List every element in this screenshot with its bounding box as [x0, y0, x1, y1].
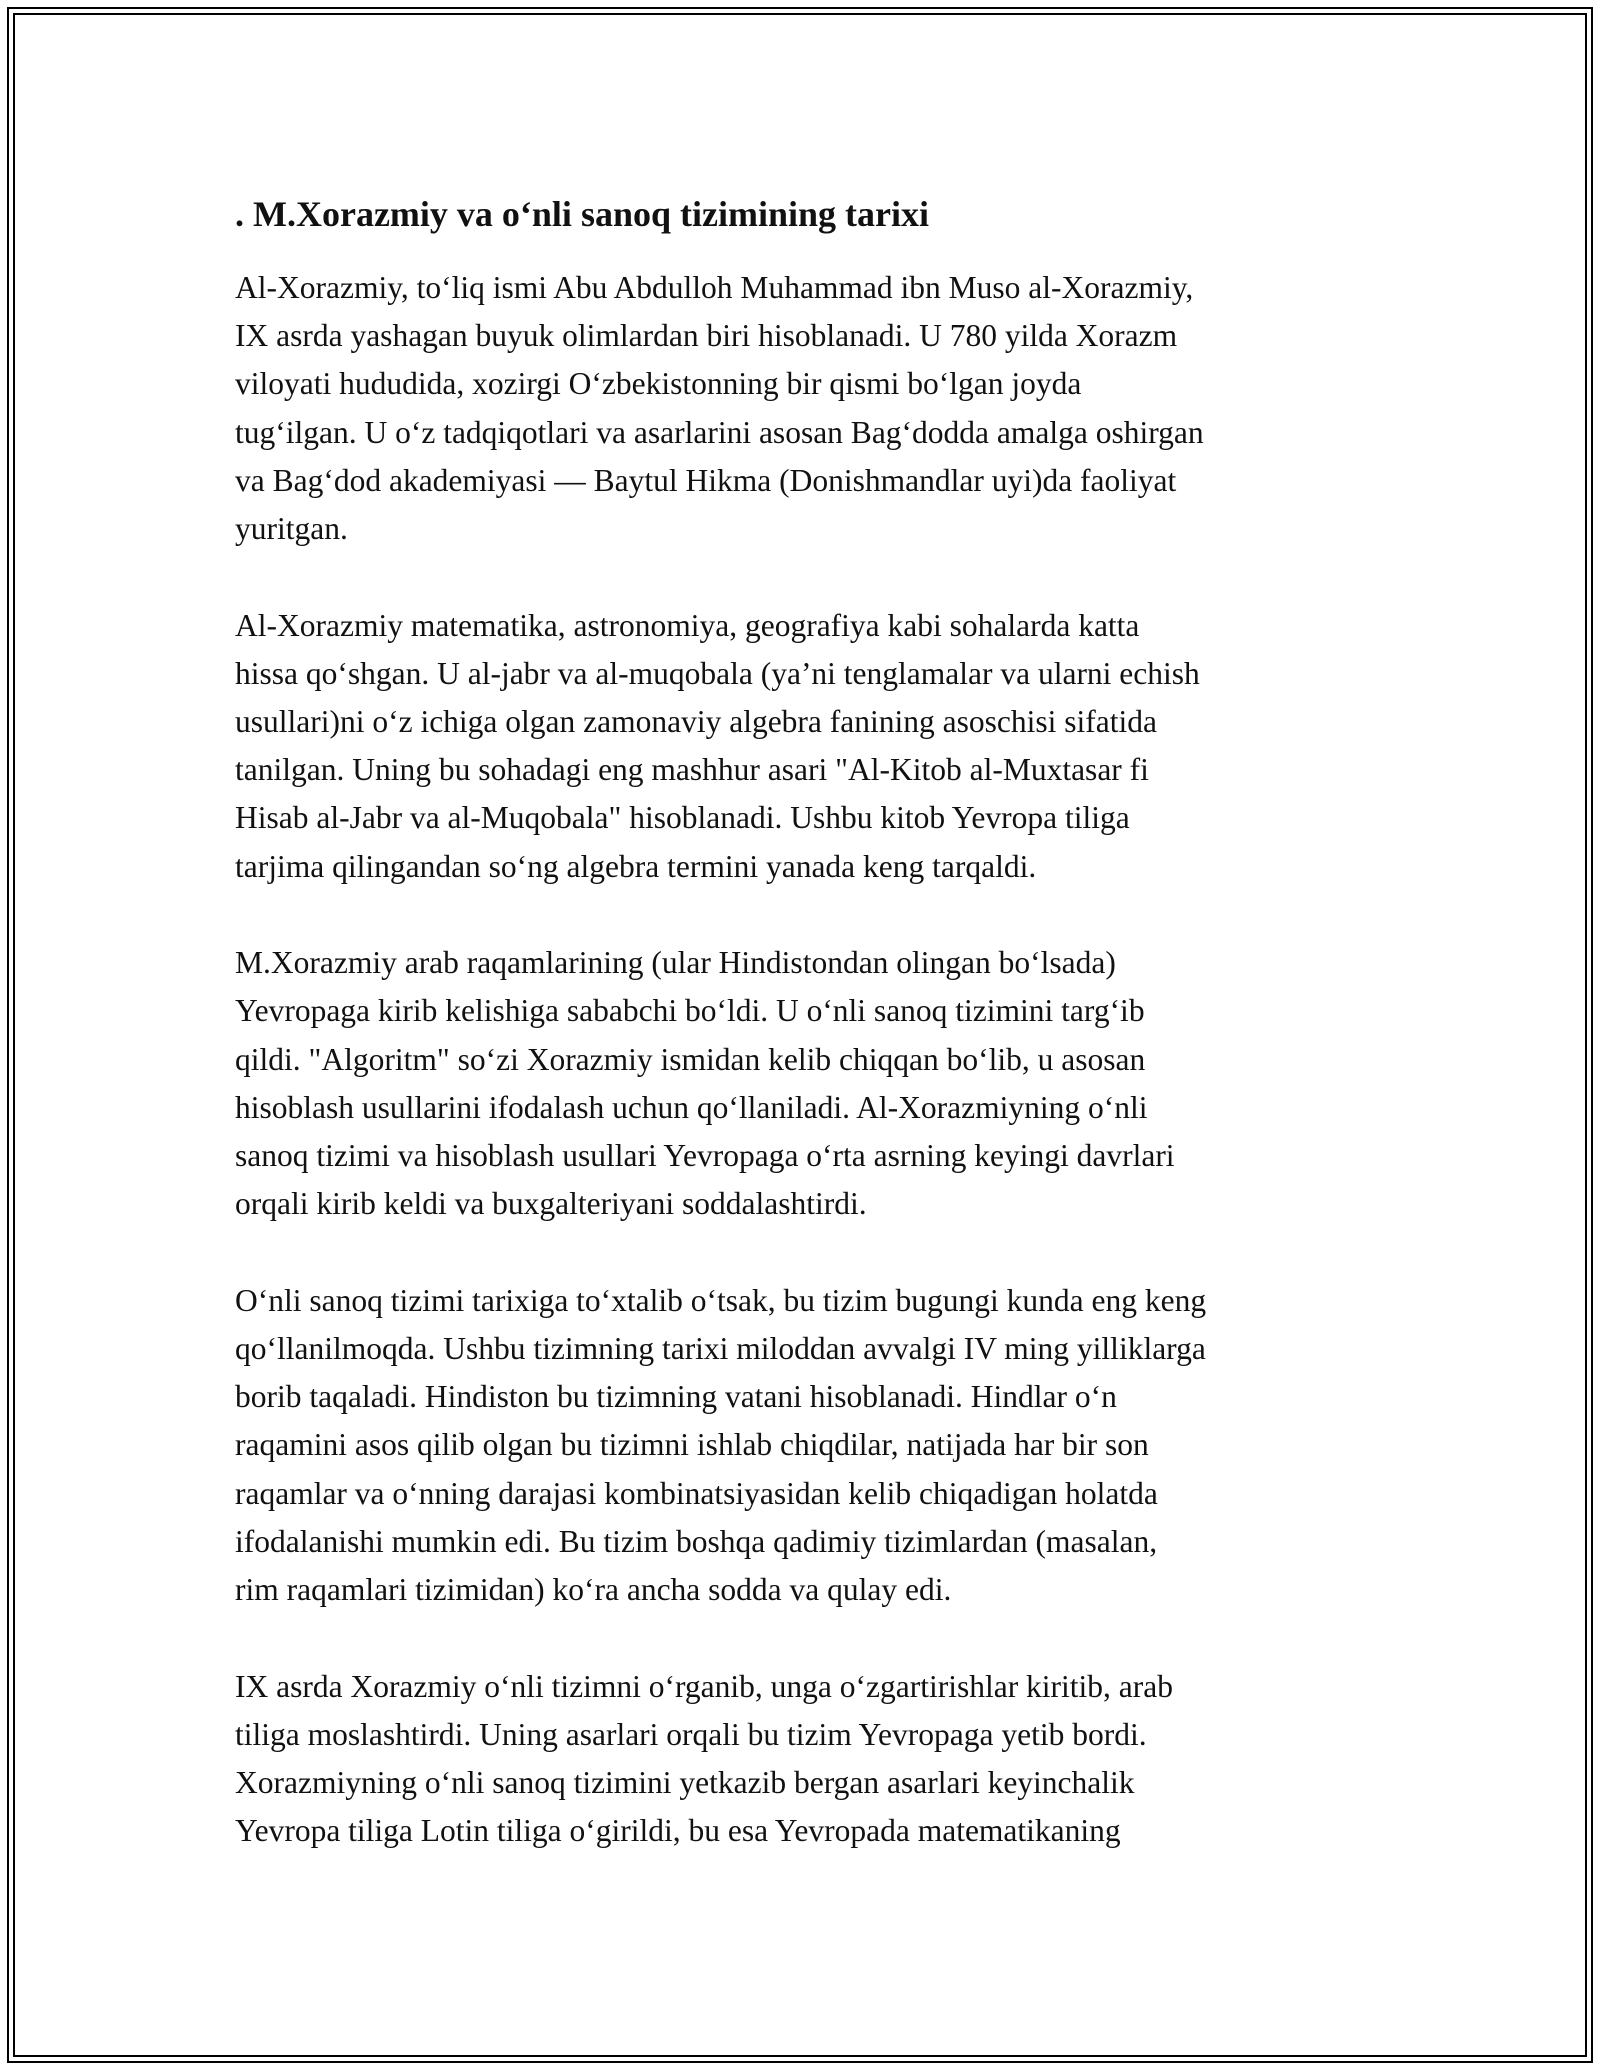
text-line: tarjima qilingandan so‘ng algebra termini yanada keng tarqaldi. — [235, 848, 1037, 884]
text-line: sanoq tizimi va hisoblash usullari Yevropaga o‘rta asrning keyingi davrlari — [235, 1138, 1175, 1174]
text-line: tiliga moslashtirdi. Uning asarlari orqali bu tizim Yevropaga yetib bordi. — [235, 1716, 1147, 1752]
text-line: usullari)ni o‘z ichiga olgan zamonaviy algebra fanining asoschisi sifatida — [235, 704, 1157, 740]
text-line: Yevropa tiliga Lotin tiliga o‘girildi, bu esa Yevropada matematikaning — [235, 1813, 1121, 1849]
text-line: va Bag‘dod akademiyasi — Baytul Hikma (Donishmandlar uyi)da faoliyat — [235, 462, 1177, 498]
text-line: ifodalanishi mumkin edi. Bu tizim boshqa qadimiy tizimlardan (masalan, — [235, 1523, 1158, 1559]
paragraph-1 — [235, 264, 1375, 553]
text-line: Xorazmiyning o‘nli sanoq tizimini yetkazib bergan asarlari keyinchalik — [235, 1765, 1135, 1801]
text-line: Al-Xorazmiy, to‘liq ismi Abu Abdulloh Muhammad ibn Muso al-Xorazmiy, — [235, 270, 1194, 305]
text-line: Al-Xorazmiy matematika, astronomiya, geografiya kabi sohalarda katta — [235, 607, 1140, 643]
text-line: IX asrda Xorazmiy o‘nli tizimni o‘rganib, unga o‘zgartirishlar kiritib, arab — [235, 1668, 1174, 1704]
text-line: orqali kirib keldi va buxgalteriyani soddalashtirdi. — [235, 1186, 867, 1222]
page-title: . M.Xorazmiy va o‘nli sanoq tizimining tarixi — [235, 194, 929, 234]
text-line: rim raqamlari tizimidan) ko‘ra ancha sodda va qulay edi. — [235, 1572, 952, 1608]
text-line: tug‘ilgan. U o‘z tadqiqotlari va asarlarini asosan Bag‘dodda amalga oshirgan — [235, 414, 1204, 450]
text-line: Hisab al-Jabr va al-Muqobala" hisoblanadi. Ushbu kitob Yevropa tiliga — [235, 800, 1130, 836]
text-line: borib taqaladi. Hindiston bu tizimning vatani hisoblanadi. Hindlar o‘n — [235, 1379, 1117, 1415]
text-line: qo‘llanilmoqda. Ushbu tizimning tarixi miloddan avvalgi IV ming yilliklarga — [235, 1331, 1206, 1367]
text-line: tanilgan. Uning bu sohadagi eng mashhur asari "Al-Kitob al-Muxtasar fi — [235, 752, 1149, 788]
text-line: raqamlar va o‘nning darajasi kombinatsiyasidan kelib chiqadigan holatda — [235, 1475, 1158, 1511]
text-line: qildi. "Algoritm" so‘zi Xorazmiy ismidan kelib chiqqan bo‘lib, u asosan — [235, 1041, 1146, 1077]
text-line: raqamini asos qilib olgan bu tizimni ishlab chiqdilar, natijada har bir son — [235, 1427, 1149, 1463]
text-line: viloyati hududida, xozirgi O‘zbekistonning bir qismi bo‘lgan joyda — [235, 366, 1082, 402]
text-line: yuritgan. — [235, 511, 348, 547]
text-line: O‘nli sanoq tizimi tarixiga to‘xtalib o‘tsak, bu tizim bugungi kunda eng keng — [235, 1282, 1207, 1318]
text-line: Yevropaga kirib kelishiga sababchi bo‘ldi. U o‘nli sanoq tizimini targ‘ib — [235, 993, 1145, 1029]
paragraph-2 — [235, 602, 1375, 891]
document-body — [235, 186, 1375, 1904]
text-line: hisoblash usullarini ifodalash uchun qo‘llaniladi. Al-Xorazmiyning o‘nli — [235, 1089, 1148, 1125]
text-line: hissa qo‘shgan. U al-jabr va al-muqobala (ya’ni tenglamalar va ularni echish — [235, 655, 1200, 691]
text-line: IX asrda yashagan buyuk olimlardan biri hisoblanadi. U 780 yilda Xorazm — [235, 318, 1178, 354]
paragraph-5 — [235, 1663, 1375, 1856]
paragraph-4 — [235, 1277, 1375, 1614]
paragraph-3 — [235, 939, 1375, 1228]
text-line: M.Xorazmiy arab raqamlarining (ular Hindistondan olingan bo‘lsada) — [235, 945, 1116, 981]
